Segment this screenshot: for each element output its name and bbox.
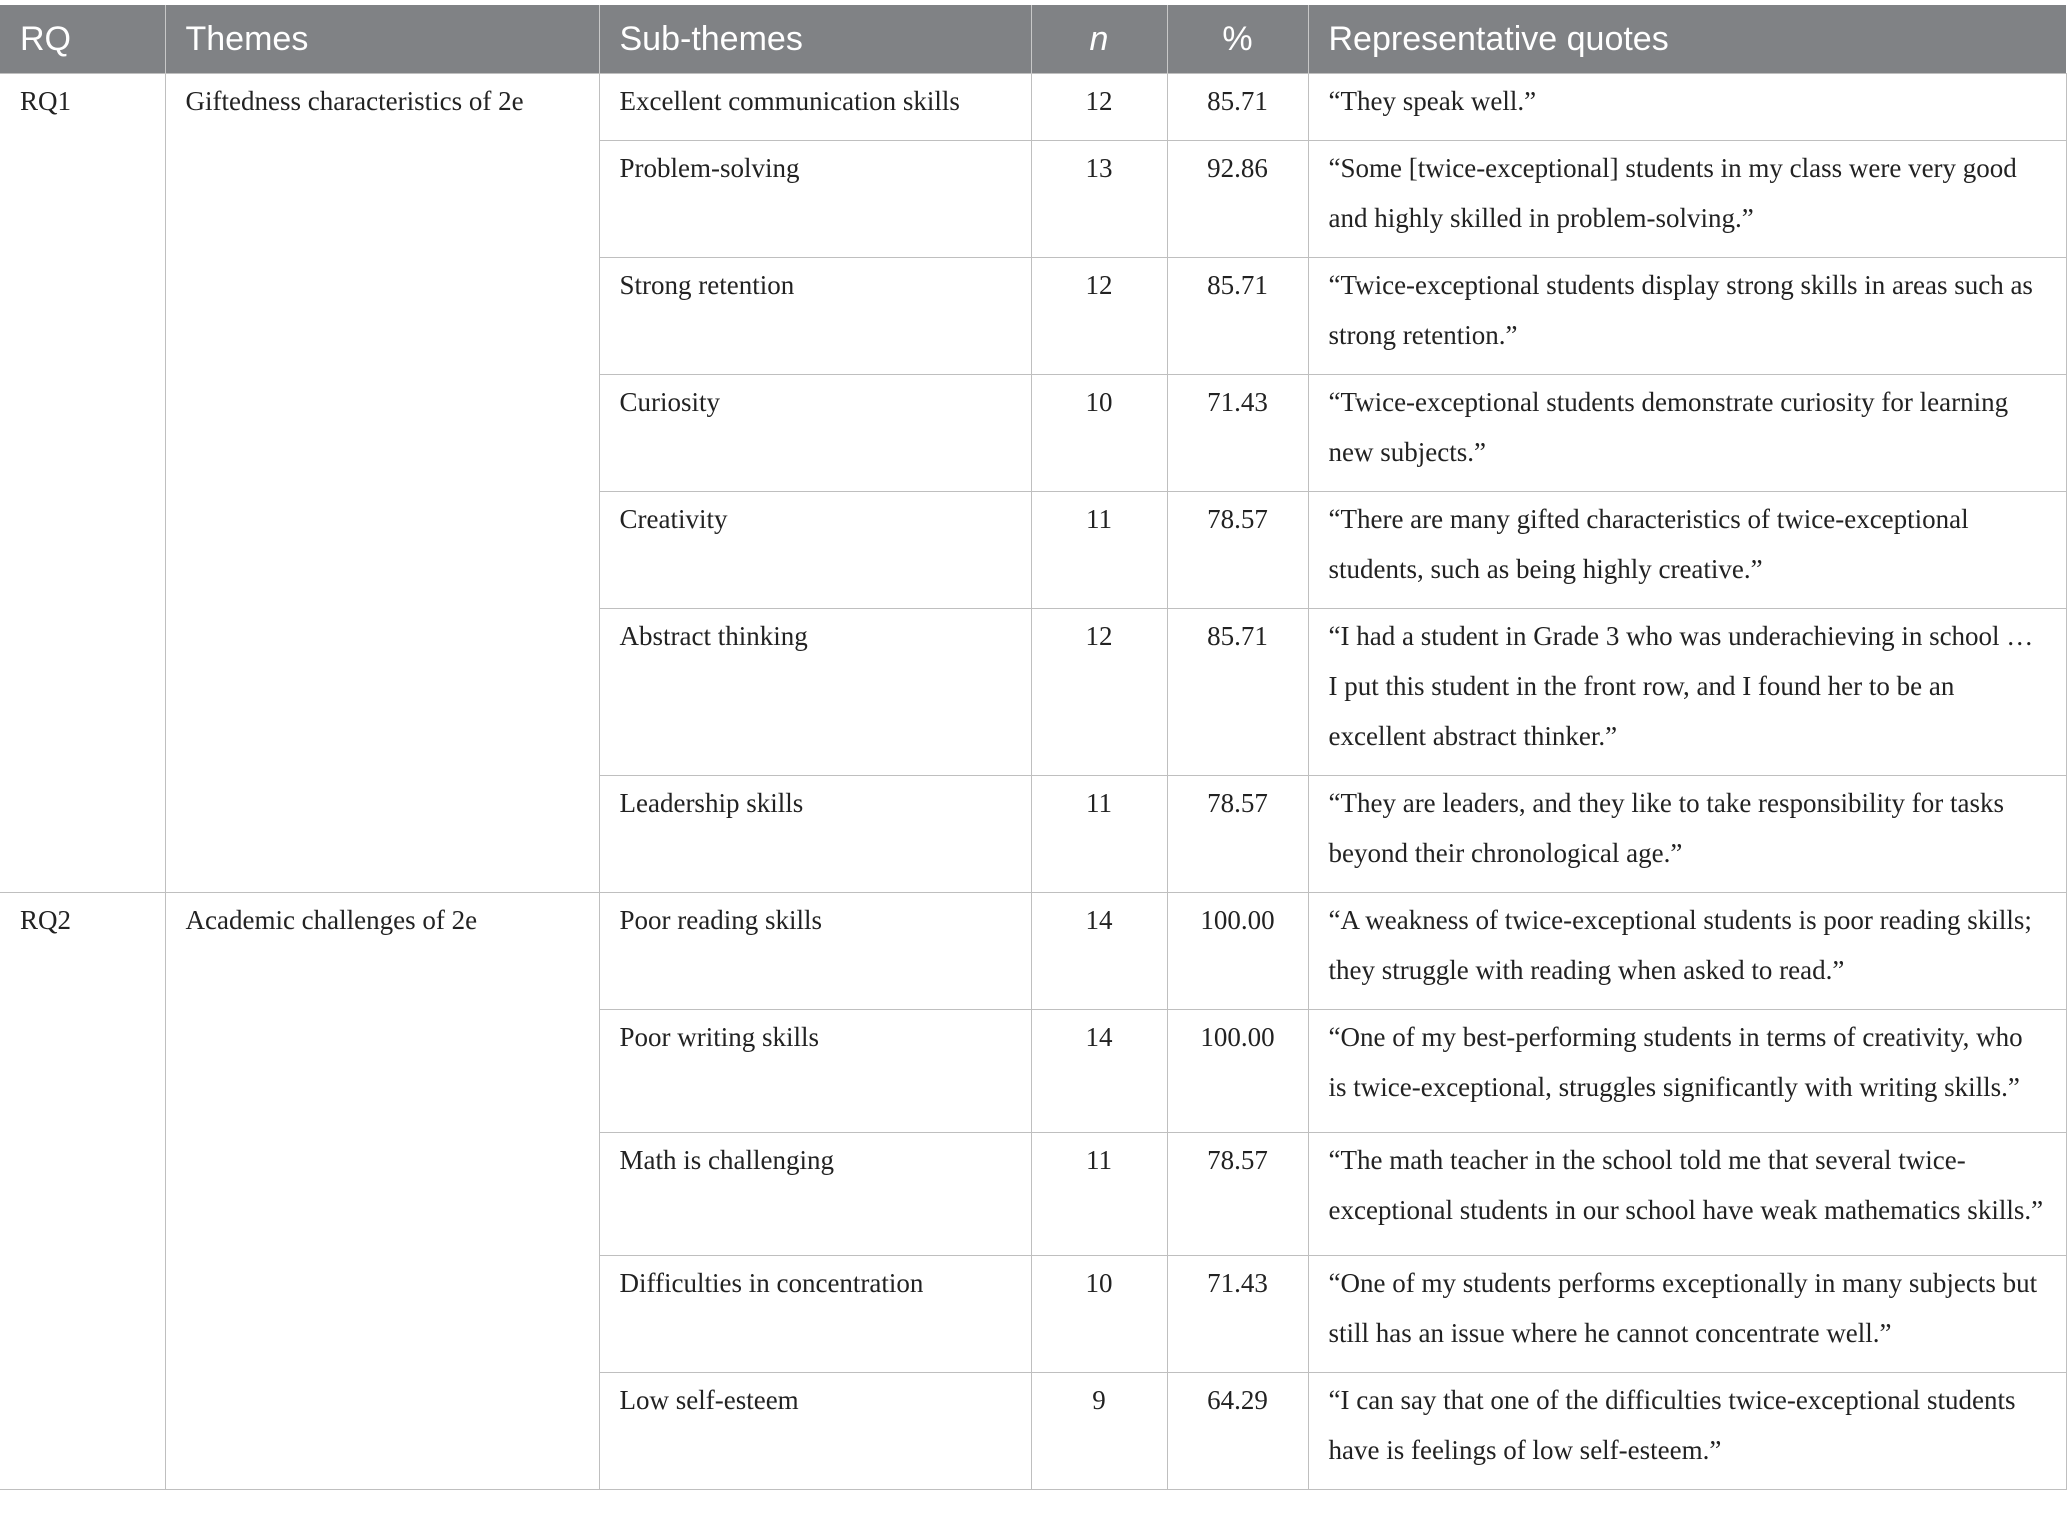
sub-theme-cell (599, 1256, 1031, 1373)
percent-cell (1167, 1010, 1308, 1133)
n-text: 11 (1086, 788, 1112, 818)
n-cell (1031, 1010, 1167, 1133)
header-percent: % (1167, 5, 1308, 74)
quote-text: “I can say that one of the difficulties twice-exceptional students have is feelings of low self-esteem.” (1328, 1385, 2016, 1465)
percent-text: 78.57 (1207, 1145, 1268, 1175)
header-rq: RQ (0, 5, 165, 74)
sub-theme-text: Poor reading skills (619, 905, 822, 935)
rq-cell (0, 74, 165, 893)
sub-theme-cell (599, 74, 1031, 141)
quote-text: “I had a student in Grade 3 who was underachieving in school … I put this student in the front row, and I found her to be an excellent abstract thinker.” (1328, 621, 2034, 751)
percent-cell (1167, 1373, 1308, 1490)
quote-text: “They speak well.” (1328, 86, 1537, 116)
percent-cell (1167, 1133, 1308, 1256)
sub-theme-cell (599, 492, 1031, 609)
sub-theme-text: Curiosity (619, 387, 721, 417)
sub-theme-cell (599, 609, 1031, 776)
header-row (0, 5, 2066, 74)
theme-cell (165, 893, 599, 1490)
n-text: 10 (1085, 1268, 1113, 1298)
percent-cell (1167, 492, 1308, 609)
n-text: 9 (1092, 1385, 1106, 1415)
sub-theme-text: Creativity (619, 504, 728, 534)
sub-theme-cell (599, 141, 1031, 258)
quote-text: “One of my best-performing students in terms of creativity, who is twice-exceptional, struggles significantly with writing skills.” (1328, 1022, 2023, 1102)
quote-cell (1308, 74, 2066, 141)
quote-cell (1308, 893, 2066, 1010)
quote-cell (1308, 1256, 2066, 1373)
percent-text: 92.86 (1207, 153, 1268, 183)
percent-text: 64.29 (1207, 1385, 1268, 1415)
n-text: 12 (1085, 621, 1113, 651)
n-text: 11 (1086, 504, 1112, 534)
sub-theme-cell (599, 1010, 1031, 1133)
quote-cell (1308, 609, 2066, 776)
sub-theme-cell (599, 375, 1031, 492)
n-cell (1031, 141, 1167, 258)
n-cell (1031, 258, 1167, 375)
sub-theme-text: Leadership skills (619, 788, 804, 818)
percent-cell (1167, 609, 1308, 776)
n-cell (1031, 1256, 1167, 1373)
sub-theme-cell (599, 258, 1031, 375)
quote-text: “A weakness of twice-exceptional students is poor reading skills; they struggle with reading when asked to read.” (1328, 905, 2032, 985)
percent-text: 71.43 (1207, 387, 1268, 417)
percent-cell (1167, 1256, 1308, 1373)
percent-cell (1167, 776, 1308, 893)
sub-theme-text: Low self-esteem (619, 1385, 799, 1415)
percent-text: 78.57 (1207, 504, 1268, 534)
quote-text: “Some [twice-exceptional] students in my class were very good and highly skilled in problem-solving.” (1328, 153, 2017, 233)
sub-theme-text: Abstract thinking (619, 621, 808, 651)
quote-cell (1308, 1373, 2066, 1490)
quote-text: “Twice-exceptional students display strong skills in areas such as strong retention.” (1328, 270, 2033, 350)
sub-theme-cell (599, 1373, 1031, 1490)
table-header (0, 5, 2066, 74)
header-sub-themes: Sub-themes (599, 5, 1031, 74)
table-row (0, 74, 2066, 141)
n-text: 12 (1085, 270, 1113, 300)
n-cell (1031, 74, 1167, 141)
percent-cell (1167, 141, 1308, 258)
sub-theme-text: Difficulties in concentration (619, 1268, 924, 1298)
table-row (0, 893, 2066, 1010)
n-text: 12 (1085, 86, 1113, 116)
theme-cell (165, 74, 599, 893)
percent-text: 100.00 (1200, 905, 1275, 935)
percent-cell (1167, 893, 1308, 1010)
percent-text: 71.43 (1207, 1268, 1268, 1298)
sub-theme-cell (599, 893, 1031, 1010)
sub-theme-cell (599, 776, 1031, 893)
quote-cell (1308, 492, 2066, 609)
themes-table (0, 5, 2067, 1490)
quote-cell (1308, 1133, 2066, 1256)
sub-theme-text: Strong retention (619, 270, 795, 300)
rq-label: RQ1 (20, 86, 72, 116)
header-quotes: Representative quotes (1308, 5, 2066, 74)
n-text: 10 (1085, 387, 1113, 417)
n-text: 13 (1085, 153, 1113, 183)
quote-cell (1308, 258, 2066, 375)
n-text: 11 (1086, 1145, 1112, 1175)
quote-text: “One of my students performs exceptionally in many subjects but still has an issue where he cannot concentrate well.” (1328, 1268, 2038, 1348)
percent-cell (1167, 258, 1308, 375)
sub-theme-text: Math is challenging (619, 1145, 834, 1175)
quote-cell (1308, 375, 2066, 492)
percent-text: 100.00 (1200, 1022, 1275, 1052)
sub-theme-text: Excellent communication skills (619, 86, 960, 116)
quote-text: “The math teacher in the school told me that several twice-exceptional students in our school have weak mathematics skills.” (1328, 1145, 2044, 1225)
n-cell (1031, 1373, 1167, 1490)
n-cell (1031, 375, 1167, 492)
n-cell (1031, 609, 1167, 776)
header-themes: Themes (165, 5, 599, 74)
quote-text: “Twice-exceptional students demonstrate curiosity for learning new subjects.” (1328, 387, 2009, 467)
percent-text: 85.71 (1207, 86, 1268, 116)
n-text: 14 (1085, 905, 1113, 935)
quote-text: “There are many gifted characteristics of twice-exceptional students, such as being highly creative.” (1328, 504, 1969, 584)
sub-theme-cell (599, 1133, 1031, 1256)
quote-text: “They are leaders, and they like to take responsibility for tasks beyond their chronological age.” (1328, 788, 2005, 868)
quote-cell (1308, 141, 2066, 258)
percent-cell (1167, 375, 1308, 492)
header-n: n (1031, 5, 1167, 74)
rq-label: RQ2 (20, 905, 72, 935)
percent-text: 78.57 (1207, 788, 1268, 818)
percent-text: 85.71 (1207, 621, 1268, 651)
rq-cell (0, 893, 165, 1490)
n-cell (1031, 893, 1167, 1010)
quote-cell (1308, 1010, 2066, 1133)
table-body (0, 74, 2066, 1490)
theme-label: Giftedness characteristics of 2e (185, 86, 524, 116)
n-text: 14 (1085, 1022, 1113, 1052)
percent-cell (1167, 74, 1308, 141)
sub-theme-text: Problem-solving (619, 153, 800, 183)
n-cell (1031, 776, 1167, 893)
sub-theme-text: Poor writing skills (619, 1022, 820, 1052)
percent-text: 85.71 (1207, 270, 1268, 300)
n-cell (1031, 492, 1167, 609)
quote-cell (1308, 776, 2066, 893)
theme-label: Academic challenges of 2e (185, 905, 478, 935)
n-cell (1031, 1133, 1167, 1256)
